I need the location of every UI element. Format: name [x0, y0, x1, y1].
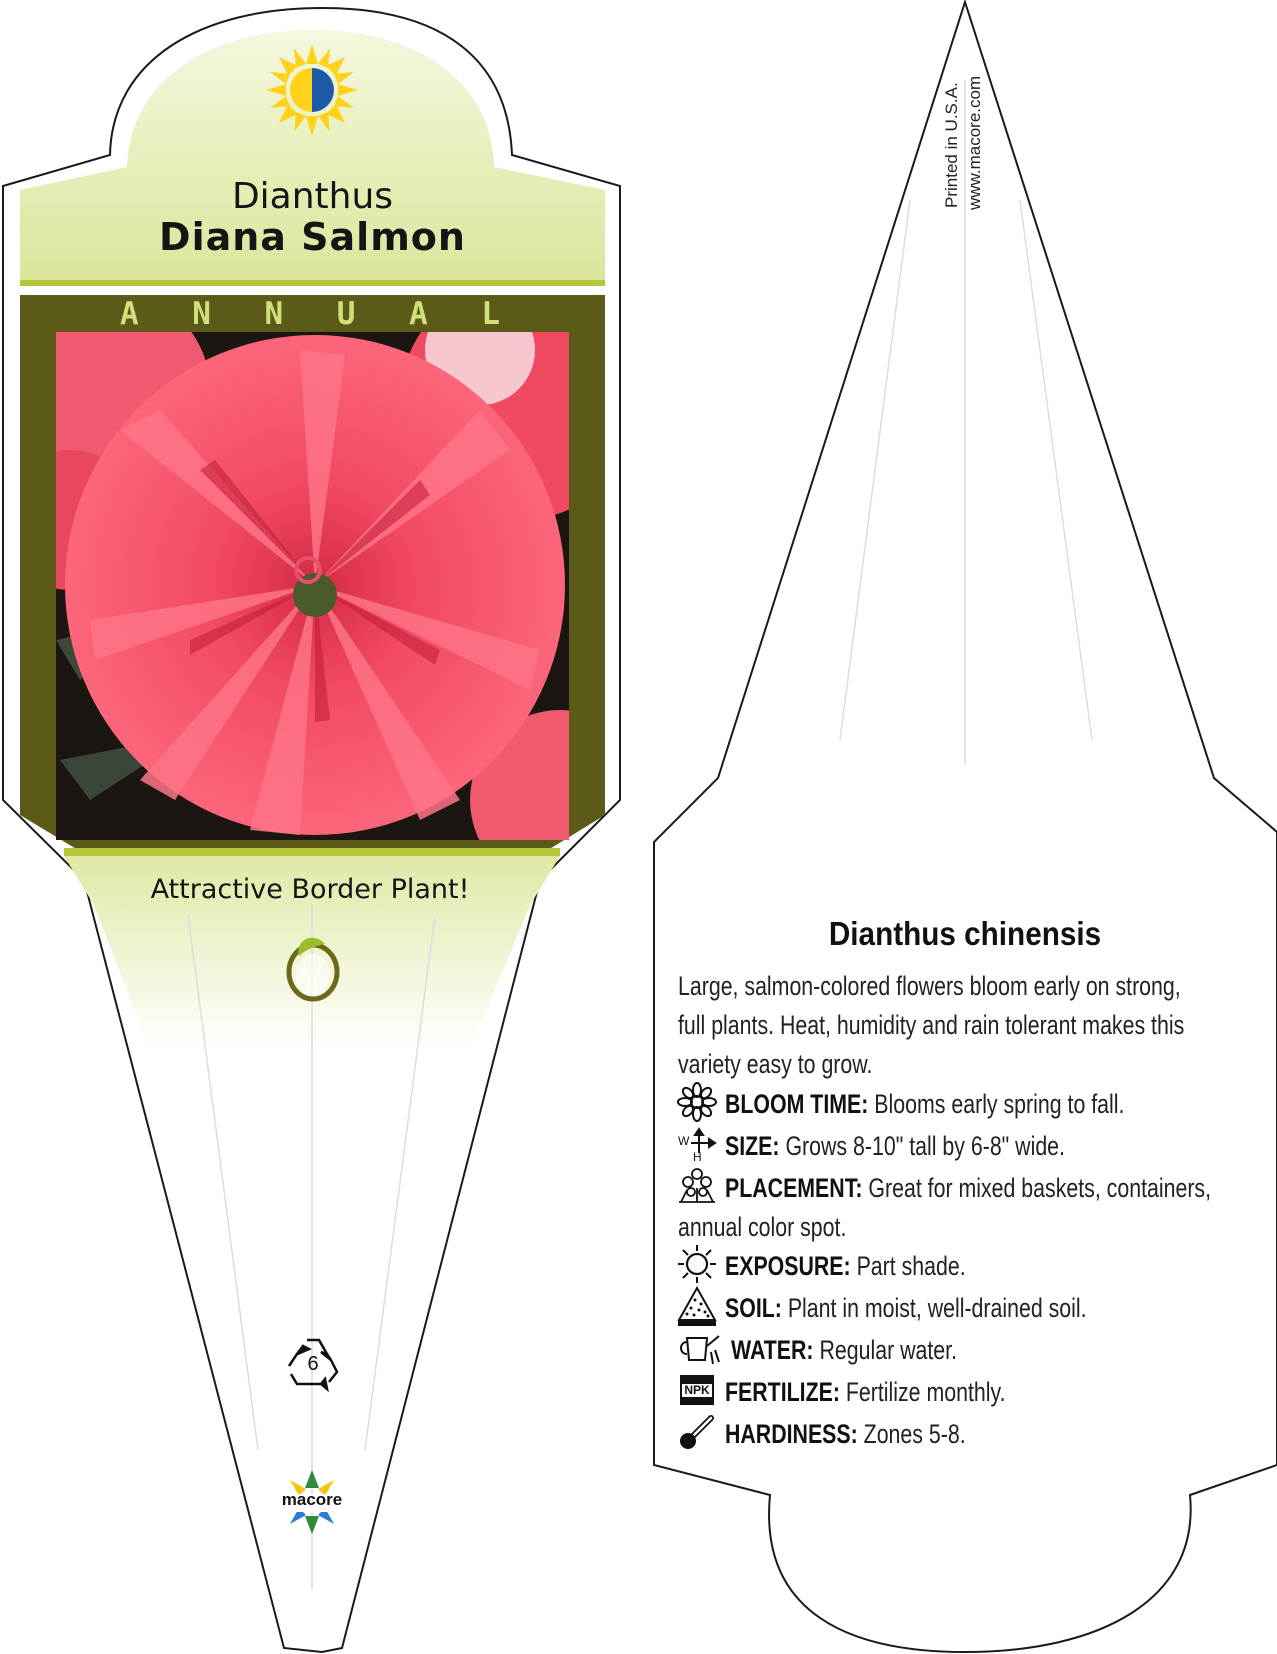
attr-label: FERTILIZE:	[725, 1377, 840, 1407]
description: Large, salmon-colored flowers bloom early on strong, full plants. Heat, humidity and rain tolerant makes this variety easy to grow.	[678, 971, 1185, 1079]
category-letter: N	[192, 296, 211, 332]
tagline: Attractive Border Plant!	[150, 874, 470, 905]
attr-soil	[725, 1289, 1270, 1328]
attr-label: WATER:	[731, 1335, 814, 1365]
attr-label: SIZE:	[725, 1131, 780, 1161]
attr-value: Regular water.	[819, 1335, 958, 1365]
category-label	[120, 296, 500, 332]
attr-value: Grows 8-10" tall by 6-8" wide.	[785, 1131, 1065, 1161]
category-letter: A	[120, 296, 139, 332]
attr-label: BLOOM TIME:	[725, 1089, 869, 1119]
attr-label: HARDINESS:	[725, 1419, 858, 1449]
flower-photo	[0, 280, 650, 890]
size-icon-w: W	[678, 1134, 690, 1148]
recycle-number: 6	[307, 1353, 319, 1375]
size-icon-h: H	[693, 1150, 702, 1164]
attr-fertilize	[725, 1373, 1270, 1412]
printed-in-label: Printed in U.S.A.	[942, 82, 961, 208]
npk-text: NPK	[684, 1383, 710, 1397]
attr-placement	[725, 1169, 1270, 1208]
attr-placement-cont: annual color spot.	[678, 1212, 847, 1242]
attr-label: SOIL:	[725, 1293, 782, 1323]
attr-value: Great for mixed baskets, containers,	[868, 1173, 1212, 1203]
accent-line-top	[20, 280, 605, 286]
attr-value: Blooms early spring to fall.	[874, 1089, 1125, 1119]
accent-line-bottom	[64, 848, 560, 856]
species-title: Dianthus chinensis	[828, 915, 1102, 952]
website-label: www.macore.com	[965, 75, 984, 210]
plant-variety: Diana Salmon	[159, 215, 466, 259]
category-letter: U	[336, 296, 356, 332]
attr-value: Plant in moist, well-drained soil.	[787, 1293, 1087, 1323]
attr-size	[725, 1127, 1270, 1166]
attr-value: Part shade.	[856, 1251, 966, 1281]
brand-name: macore	[281, 1490, 343, 1509]
attr-water	[731, 1331, 1276, 1370]
plant-genus: Dianthus	[231, 176, 394, 217]
category-letter: A	[409, 296, 428, 332]
attr-exposure	[725, 1247, 1270, 1286]
attr-bloom-time	[725, 1085, 1270, 1124]
attr-value: Fertilize monthly.	[845, 1377, 1006, 1407]
sun-part-shade-icon	[266, 44, 358, 136]
attr-value: Zones 5-8.	[863, 1419, 966, 1449]
attr-hardiness	[725, 1415, 1270, 1454]
category-letter: N	[264, 296, 284, 332]
attr-label: PLACEMENT:	[725, 1173, 863, 1203]
attr-label: EXPOSURE:	[725, 1251, 851, 1281]
category-letter: L	[481, 296, 500, 332]
